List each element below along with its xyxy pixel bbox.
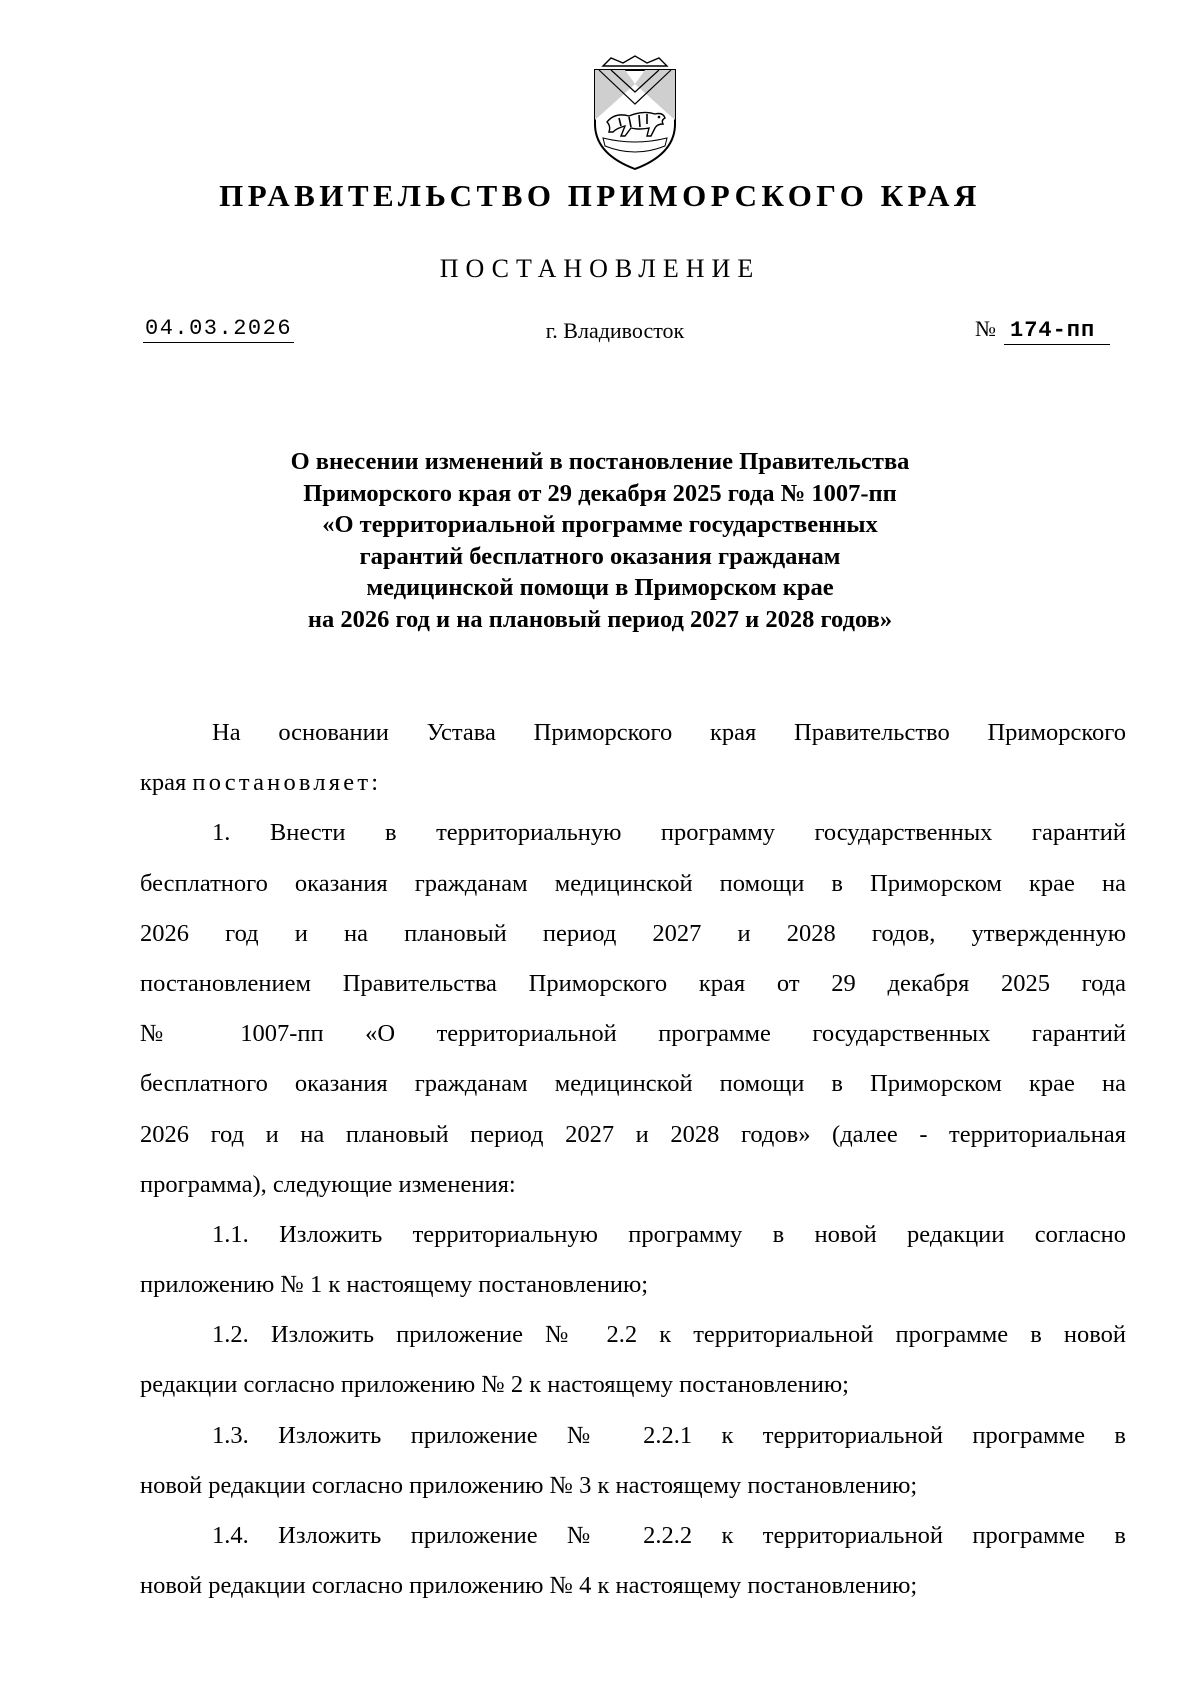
subject-line: на 2026 год и на плановый период 2027 и 2028 годов» [307,605,893,633]
subject-line: О внесении изменений в постановление Правительства [290,448,910,475]
item-line: 2026 год и на плановый период 2027 и 2028 годов, утвержденную [140,919,1126,947]
item-line: 1. Внести в территориальную программу государственных гарантий [212,819,1126,847]
item-line: 2026 год и на плановый период 2027 и 2028 годов» (далее - территориальная [140,1120,1126,1148]
subject-line: медицинской помощи в Приморском крае [366,574,834,601]
subitem-line: 1.4. Изложить приложение № 2.2.2 к территориальной программе в [212,1522,1126,1549]
subitem-line: новой редакции согласно приложению № 4 к настоящему постановлению; [140,1572,918,1600]
government-title: ПРАВИТЕЛЬСТВО ПРИМОРСКОГО КРАЯ [219,178,981,213]
item-line: № 1007-пп «О территориальной программе государственных гарантий [140,1020,1126,1048]
preamble-line [140,758,1126,808]
subitem-line: приложению № 1 к настоящему постановлению; [140,1271,649,1299]
number-sign: № [975,316,996,341]
number-value: 174-пп [1004,318,1110,345]
subject-line: Приморского края от 29 декабря 2025 года № 1007-пп [303,479,897,507]
document-body [140,708,1126,1611]
item-line: бесплатного оказания гражданам медицинской помощи в Приморском крае на [140,869,1126,897]
item-line: бесплатного оказания гражданам медицинской помощи в Приморском крае на [140,1070,1126,1098]
subject-line: гарантий бесплатного оказания гражданам [359,542,841,570]
subject-line: «О территориальной программе государственных [322,511,878,538]
subitem-line: редакции согласно приложению № 2 к настоящему постановлению; [140,1371,849,1399]
coat-of-arms-emblem [585,54,685,174]
preamble-text: края [140,769,193,797]
subitem-line: 1.1. Изложить территориальную программу в новой редакции согласно [212,1220,1126,1248]
subitem-line: 1.3. Изложить приложение № 2.2.1 к территориальной программе в [212,1421,1126,1449]
document-meta-row [0,316,1200,356]
item-line: постановлением Правительства Приморского края от 29 декабря 2025 года [140,969,1126,997]
document-type: ПОСТАНОВЛЕНИЕ [439,254,761,283]
document-number [975,316,1110,345]
document-date: 04.03.2026 [145,316,293,341]
item-line: программа), следующие изменения: [140,1170,516,1198]
document-subject [0,446,1200,635]
resolves-word: постановляет: [192,769,382,797]
subitem-line: новой редакции согласно приложению № 3 к настоящему постановлению; [140,1471,918,1499]
subitem-line: 1.2. Изложить приложение № 2.2 к территориальной программе в новой [212,1321,1126,1349]
preamble-line: На основании Устава Приморского края Правительство Приморского [212,719,1126,746]
document-city: г. Владивосток [545,318,685,343]
